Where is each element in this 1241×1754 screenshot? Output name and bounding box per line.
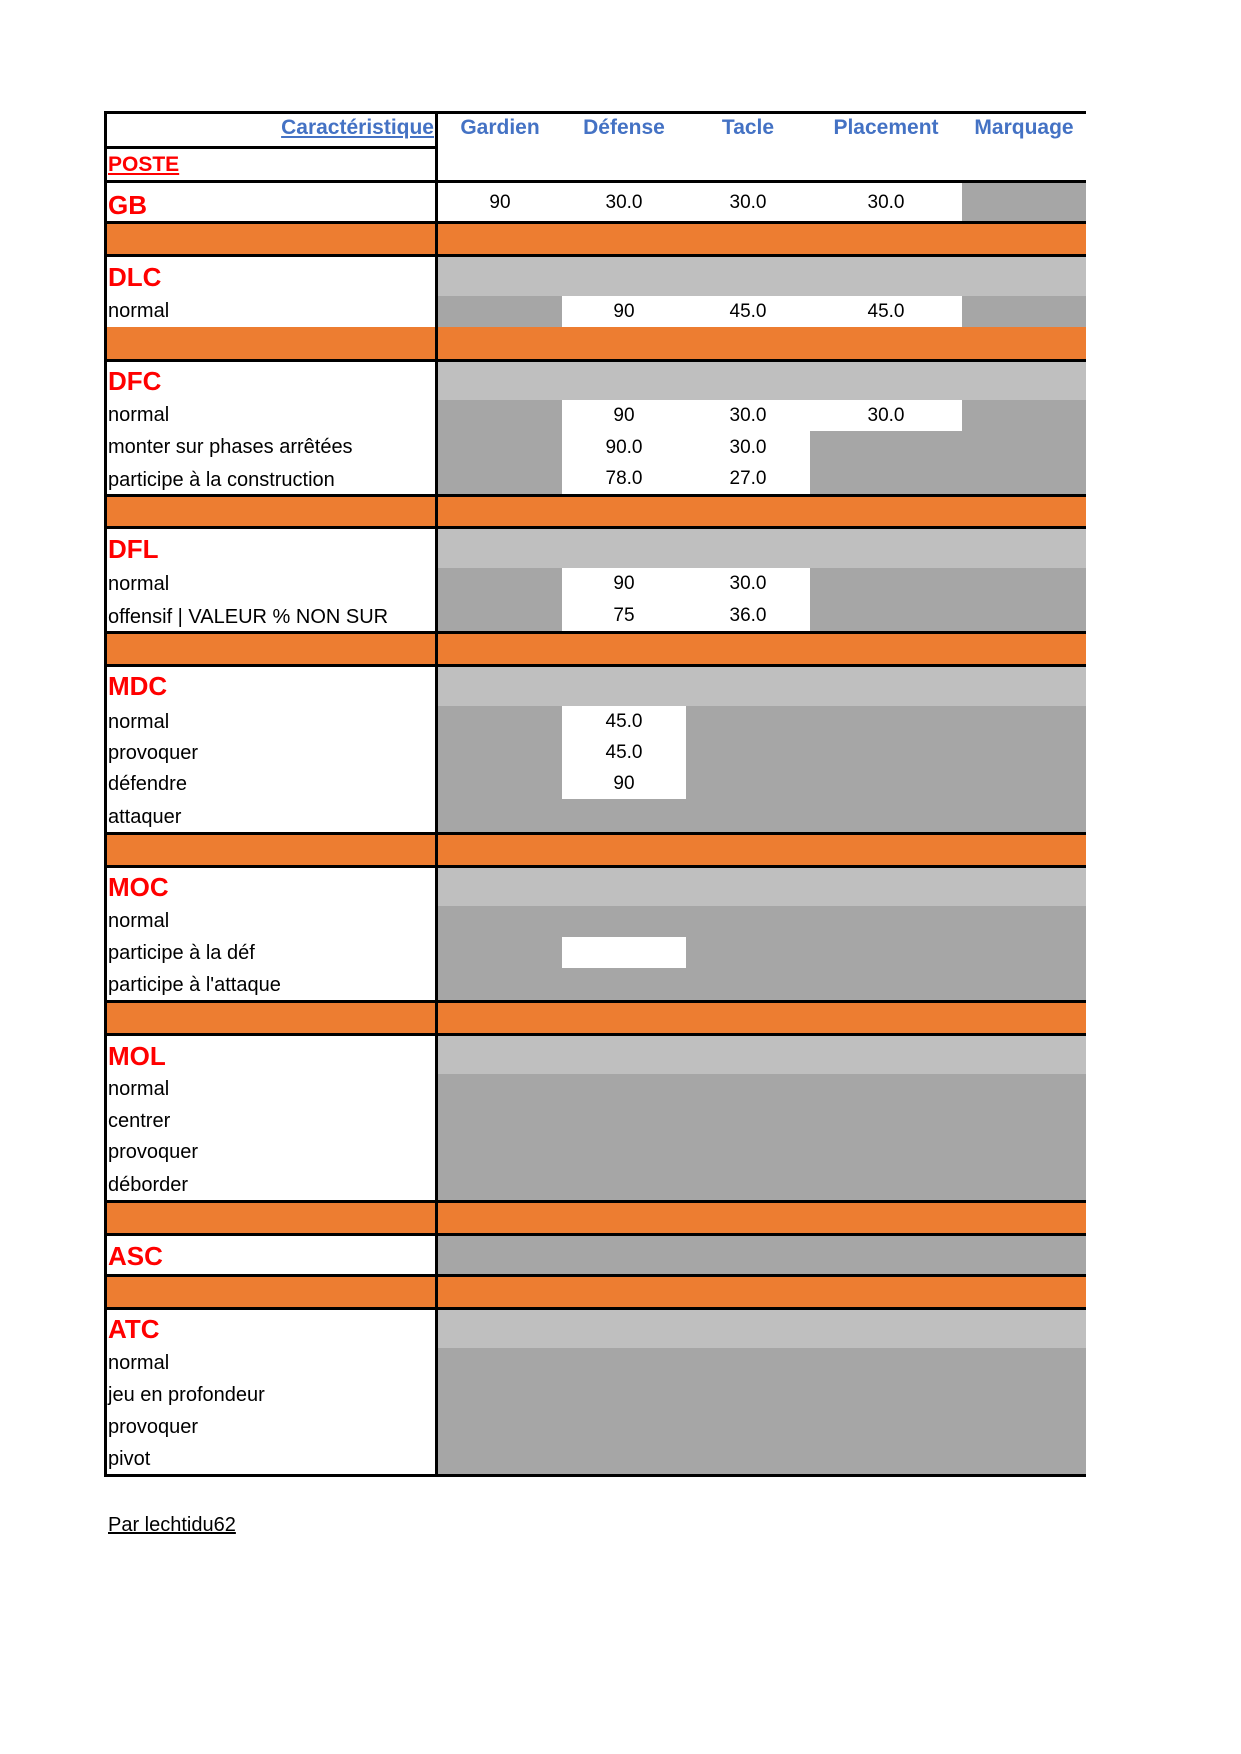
column-divider [435, 835, 438, 865]
cell-empty [810, 431, 1086, 494]
position-dlc: DLC [108, 262, 162, 292]
position-asc: ASC [108, 1241, 163, 1271]
role-label: normal [108, 404, 170, 426]
role-label: jeu en profondeur [108, 1384, 265, 1406]
col-header-gardien: Gardien [460, 116, 540, 139]
cell-value: 45.0 [810, 296, 962, 327]
position-atc: ATC [108, 1314, 160, 1344]
separator-row [107, 1277, 1086, 1307]
column-divider [435, 634, 438, 664]
cell-empty [438, 1236, 1086, 1274]
position-mdc: MDC [108, 671, 168, 701]
table-top-border [104, 111, 1086, 114]
role-label: normal [108, 711, 170, 733]
col-header-tacle: Tacle [721, 116, 775, 139]
cell-empty-white [562, 937, 686, 968]
cell-gb-gardien: 90 [438, 183, 562, 221]
cell-empty [438, 568, 562, 631]
table-left-border [104, 111, 107, 1477]
cell-value: 90.0 [562, 431, 686, 463]
position-header-band [438, 1310, 1086, 1348]
cell-value: 90 [562, 400, 686, 431]
cell-value: 90 [562, 568, 686, 599]
role-label: centrer [108, 1110, 171, 1132]
cell-empty [438, 906, 1086, 1000]
cell-gb-tacle: 30.0 [686, 183, 810, 221]
role-label: défendre [108, 773, 187, 795]
role-label: attaquer [108, 806, 182, 828]
cell-value: 90 [562, 296, 686, 327]
cell-gb-placement: 30.0 [810, 183, 962, 221]
cell-value: 45.0 [562, 706, 686, 737]
separator-row [107, 224, 1086, 254]
col-header-placement: Placement [833, 116, 939, 139]
role-label: normal [108, 910, 170, 932]
cell-gb-marquage [962, 183, 1086, 221]
role-label: monter sur phases arrêtées [108, 436, 353, 458]
role-label: provoquer [108, 1416, 199, 1438]
cell-value: 75 [562, 599, 686, 631]
cell-value: 78.0 [562, 463, 686, 494]
role-label: pivot [108, 1448, 151, 1470]
column-divider [435, 327, 438, 359]
column-divider [435, 1203, 438, 1233]
cell-value: 45.0 [686, 296, 810, 327]
role-label: offensif | VALEUR % NON SUR [108, 606, 389, 628]
column-divider [435, 224, 438, 254]
separator-row [107, 634, 1086, 664]
cell-empty [962, 400, 1086, 431]
cell-value: 45.0 [562, 737, 686, 768]
author-credit[interactable]: Par lechtidu62 [108, 1514, 236, 1536]
separator-row [107, 497, 1086, 526]
column-divider [435, 497, 438, 526]
role-label: participe à la déf [108, 942, 255, 964]
position-header-band [438, 362, 1086, 400]
cell-value: 30.0 [686, 400, 810, 431]
role-label: normal [108, 1352, 170, 1374]
characteristic-header: Caractéristique [281, 116, 434, 139]
position-dfc: DFC [108, 366, 162, 396]
position-header-band [438, 1036, 1086, 1074]
separator-row [107, 835, 1086, 865]
table-bottom-border [104, 1474, 1086, 1477]
position-header-band [438, 529, 1086, 568]
cell-value: 90 [562, 768, 686, 799]
cell-value: 30.0 [686, 431, 810, 463]
cell-value: 30.0 [810, 400, 962, 431]
cell-empty [810, 568, 1086, 631]
cell-empty [438, 1074, 1086, 1200]
role-label: participe à la construction [108, 469, 335, 491]
cell-gb-defense: 30.0 [562, 183, 686, 221]
role-label: normal [108, 1078, 170, 1100]
cell-empty [438, 400, 562, 494]
position-gb: GB [108, 190, 147, 220]
col-header-defense: Défense [583, 116, 665, 139]
position-header-band [438, 257, 1086, 296]
column-divider [435, 1277, 438, 1307]
cell-value: 36.0 [686, 599, 810, 631]
separator-row [107, 327, 1086, 359]
position-header-band [438, 667, 1086, 706]
position-header-band [438, 868, 1086, 906]
cell-empty [962, 296, 1086, 327]
cell-value: 27.0 [686, 463, 810, 494]
cell-empty [438, 296, 562, 327]
role-label: provoquer [108, 1141, 199, 1163]
cell-empty [438, 706, 1086, 832]
cell-empty [438, 1348, 1086, 1474]
role-label: normal [108, 300, 170, 322]
role-label: provoquer [108, 742, 199, 764]
position-moc: MOC [108, 872, 169, 902]
position-mol: MOL [108, 1041, 166, 1071]
col-header-marquage: Marquage [974, 116, 1074, 139]
role-label: normal [108, 573, 170, 595]
cell-value: 30.0 [686, 568, 810, 599]
separator-row [107, 1003, 1086, 1033]
poste-label: POSTE [108, 153, 180, 176]
header-divider [104, 146, 437, 149]
separator-row [107, 1203, 1086, 1233]
role-label: déborder [108, 1174, 189, 1196]
position-dfl: DFL [108, 534, 159, 564]
role-label: participe à l'attaque [108, 974, 281, 996]
column-divider [435, 1003, 438, 1033]
